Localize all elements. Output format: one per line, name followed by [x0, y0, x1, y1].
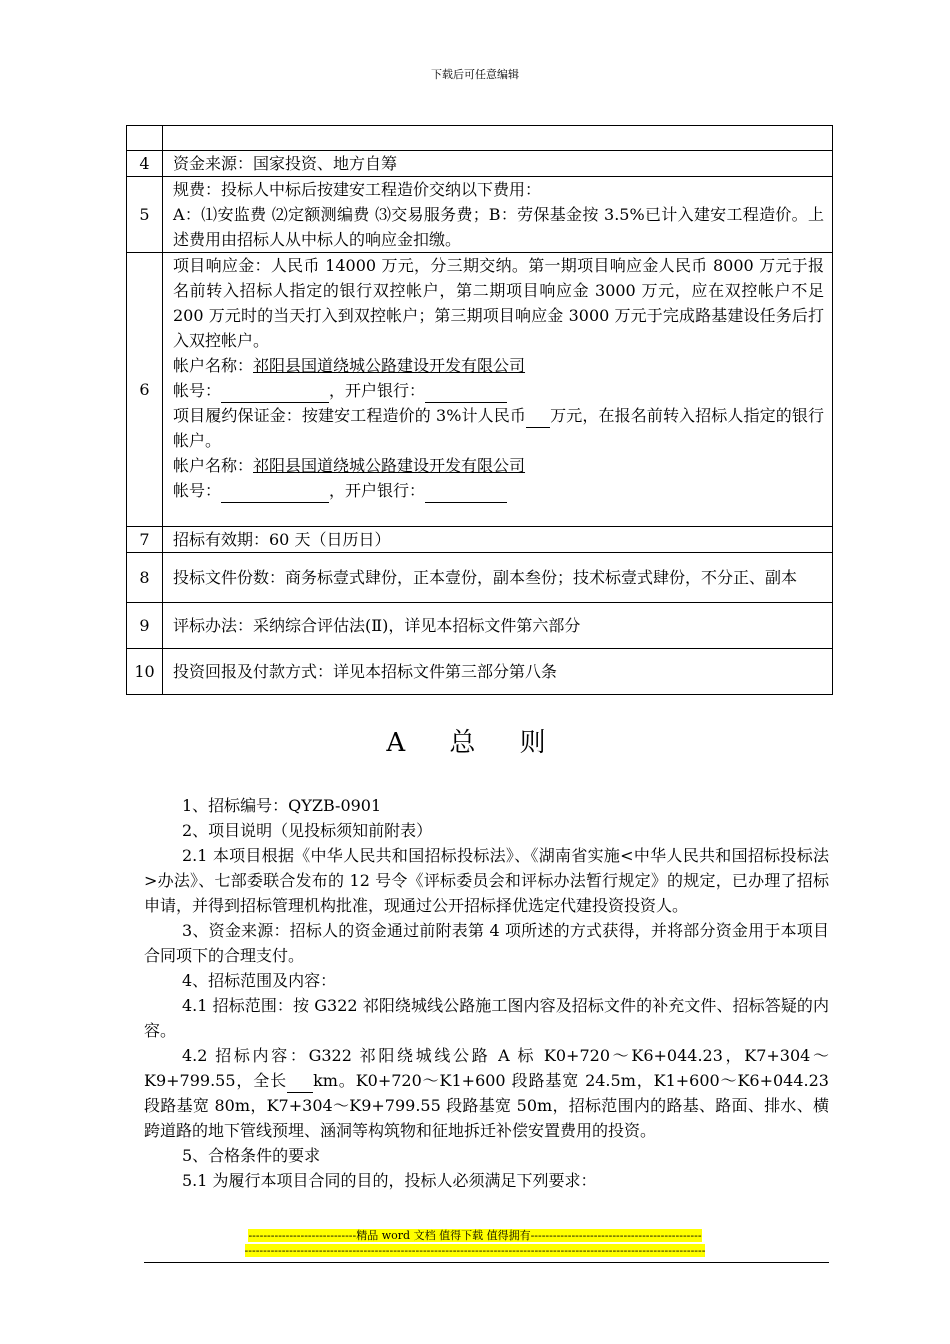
section-title: A 总 则 [386, 728, 564, 758]
table-row [127, 253, 833, 527]
paragraph: 5.1 为履行本项目合同的目的，投标人必须满足下列要求： [182, 1171, 597, 1190]
header-note: 下载后可任意编辑 [431, 68, 519, 81]
account-number-blank [221, 384, 329, 403]
footer-divider [144, 1262, 829, 1263]
row-content [163, 253, 833, 527]
row-content [163, 177, 833, 253]
footer-line-2: ---------------------------------------------------------------------------------------------------------------------------- [244, 1244, 706, 1257]
front-table [126, 125, 833, 695]
guarantee-text [173, 403, 824, 453]
row-content: 投标文件份数：商务标壹式肆份，正本壹份，副本叁份；技术标壹式肆份，不分正、副本 [163, 553, 833, 603]
paragraph: 4、招标范围及内容： [182, 971, 337, 990]
row-number: 7 [127, 527, 163, 553]
table-row [127, 553, 833, 603]
account-name: 祁阳县国道绕城公路建设开发有限公司 [253, 456, 526, 475]
account-number-line [173, 378, 824, 403]
row-number: 8 [127, 553, 163, 603]
paragraph: 4.1 招标范围：按 G322 祁阳绕城线公路施工图内容及招标文件的补充文件、招标答疑的内容。 [144, 996, 829, 1040]
account-number-label: 帐号： [173, 381, 222, 400]
length-blank [287, 1074, 313, 1093]
row-number: 4 [127, 151, 163, 177]
bank-label: ，开户银行： [329, 381, 426, 400]
guarantee-blank [526, 409, 550, 428]
row-number: 9 [127, 603, 163, 649]
table-row [127, 177, 833, 253]
account-number-line [173, 478, 824, 503]
table-row [127, 649, 833, 695]
paragraph: 3、资金来源：招标人的资金通过前附表第 4 项所述的方式获得，并将部分资金用于本项目合同项下的合理支付。 [144, 921, 829, 965]
paragraph: 2.1 本项目根据《中华人民共和国招标投标法》、《湖南省实施<中华人民共和国招标投标法>办法》、七部委联合发布的 12 号令《评标委员会和评标办法暂行规定》的规定，已办理了招标申请，并得到招标管理机构批准，现通过公开招标择优选定代建投资投资人。 [144, 846, 829, 915]
footer-banner [0, 1228, 950, 1258]
paragraph: 2、项目说明（见投标须知前附表） [182, 821, 433, 840]
table-row [127, 151, 833, 177]
bank-blank [425, 484, 507, 503]
row-content: 评标办法：采纳综合评估法(Ⅱ)，详见本招标文件第六部分 [163, 603, 833, 649]
fee-detail: A：⑴安监费 ⑵定额测编费 ⑶交易服务费；B：劳保基金按 3.5%已计入建安工程造价。上述费用由招标人从中标人的响应金扣缴。 [173, 205, 824, 249]
account-label: 帐户名称： [173, 356, 254, 375]
guarantee-part-a: 项目履约保证金：按建安工程造价的 3%计人民币 [173, 406, 527, 425]
table-row [127, 527, 833, 553]
account-line [173, 453, 824, 478]
account-number-label: 帐号： [173, 481, 222, 500]
row-content: 资金来源：国家投资、地方自筹 [163, 151, 833, 177]
footer-line-1: -----------------------------精品 word 文档 值得下载 值得拥有---------------------------------------------- [248, 1229, 702, 1242]
paragraph [144, 1043, 829, 1143]
paragraph: 5、合格条件的要求 [182, 1146, 321, 1165]
deposit-text: 项目响应金：人民币 14000 万元，分三期交纳。第一期项目响应金人民币 8000 万元于报名前转入招标人指定的银行双控帐户，第二期项目响应金 3000 万元，应在双控帐户不足 200 万元时的当天打入到双控帐户；第三期项目响应金 3000 万元于完成路基建设任务后打入双控帐户。 [173, 256, 824, 350]
row-content [163, 126, 833, 151]
row-number: 6 [127, 253, 163, 527]
row-content: 招标有效期：60 天（日历日） [163, 527, 833, 553]
row-number [127, 126, 163, 151]
fee-intro: 规费：投标人中标后按建安工程造价交纳以下费用： [173, 180, 542, 199]
body-text [144, 793, 829, 1193]
table-row [127, 603, 833, 649]
bank-blank [425, 384, 507, 403]
paragraph-part: km。K0+720～K1+600 段路基宽 24.5m，K1+600～K6+044.23 段路基宽 80m，K7+304～K9+799.55 段路基宽 50m，招标范围内的路基、路面、排水、横跨道路的地下管线预埋、涵洞等构筑物和征地拆迁补偿安置费用的投资。 [144, 1071, 829, 1140]
account-line [173, 353, 824, 378]
paragraph: 1、招标编号：QYZB-0901 [182, 796, 382, 815]
account-label: 帐户名称： [173, 456, 254, 475]
bank-label: ，开户银行： [329, 481, 426, 500]
account-name: 祁阳县国道绕城公路建设开发有限公司 [253, 356, 526, 375]
row-content: 投资回报及付款方式：详见本招标文件第三部分第八条 [163, 649, 833, 695]
guarantee-part-b: 万元，在报名前转入招标人指定的银行帐户。 [173, 406, 824, 450]
paragraph-part: 4.2 招标内容：G322 祁阳绕城线公路 A 标 K0+720～K6+044.23，K7+304～K9+799.55，全长 [144, 1046, 829, 1090]
table-row [127, 126, 833, 151]
row-number: 5 [127, 177, 163, 253]
account-number-blank [221, 484, 329, 503]
row-number: 10 [127, 649, 163, 695]
